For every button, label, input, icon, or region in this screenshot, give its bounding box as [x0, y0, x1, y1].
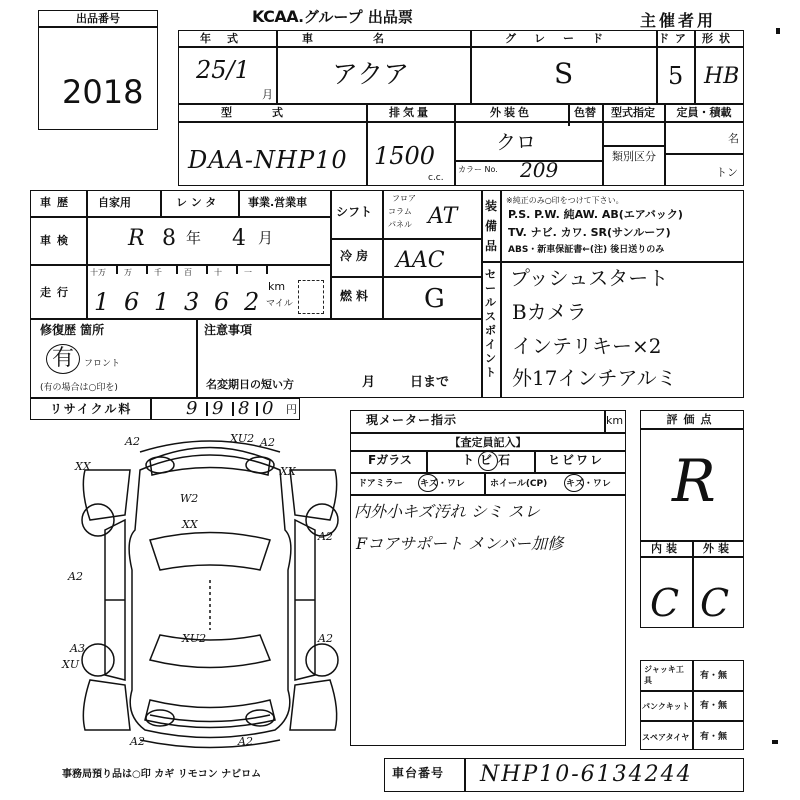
header-title [252, 6, 413, 27]
meter-label: 現メーター指示 [366, 413, 458, 427]
year-label: 年式 [200, 32, 254, 45]
mileage-label: 走行 [40, 286, 74, 299]
damage-mark: A2 [130, 735, 145, 748]
year-month-unit: 月 [262, 88, 273, 101]
capacity-label: 定員・積載 [676, 106, 732, 119]
damage-mark: A2 [318, 530, 333, 543]
equipment-line1: P.S. P.W. 純AW. AB(エアバック) [508, 208, 683, 221]
form-title: .グループ 出品票 [298, 8, 413, 26]
color-no-value: 209 [520, 158, 559, 182]
selling-point-item: 外17インチアルミ [512, 366, 677, 390]
glass-chip-circle [478, 451, 498, 471]
damage-mark: XX [182, 518, 198, 531]
lot-number-box [38, 10, 158, 130]
exterior-label: 外装 [703, 542, 733, 555]
glass-label: Fガラス [368, 453, 412, 467]
inspector-header: 【査定員記入】 [449, 436, 527, 449]
repair-value: 有 [52, 346, 75, 371]
inspector-notes-line1: 内外小キズ汚れ シミ スレ [354, 502, 540, 521]
history-opt-private: 自家用 [98, 196, 131, 209]
damage-mark: A2 [68, 570, 83, 583]
inspection-year-unit: 年 [186, 229, 202, 247]
wheel-scratch-circle [564, 474, 584, 492]
mirror-scratch-circle [418, 474, 438, 492]
selling-point-item: Bカメラ [512, 300, 587, 324]
kcaa-logo: KCAA [252, 7, 299, 26]
organizer-label: 主催者用 [640, 11, 717, 30]
shift-opt-floor: フロア [392, 194, 416, 203]
inspection-year: 8 [162, 226, 176, 251]
class-label: 類別区分 [612, 150, 656, 163]
damage-mark: A3 [70, 642, 85, 655]
car-name-label: 車名 [302, 32, 444, 45]
year-value: 25/1 [196, 56, 250, 84]
shape-label: 形状 [702, 32, 736, 45]
history-opt-rental: レンタ [176, 196, 221, 209]
score-value: R [672, 447, 716, 515]
selling-point-item: インテリキー×2 [512, 334, 662, 358]
grade-label: グレード [505, 32, 621, 45]
equipment-line2: TV. ナビ. カワ. SR(サンルーフ) [508, 226, 671, 239]
jack-value: 有・無 [700, 671, 728, 681]
mileage-unit-km: km [268, 280, 286, 293]
mirror-opts: キズ・ワレ [420, 479, 465, 489]
meter-unit: km [606, 414, 624, 427]
aircon-value: AAC [396, 248, 445, 273]
scan-mark [772, 740, 778, 744]
color-no-label: カラー No. [458, 165, 498, 174]
spare-tire-value: 有・無 [700, 732, 728, 742]
inspection-month: 4 [232, 226, 246, 251]
jack-label: ジャッキ工具 [644, 665, 684, 685]
damage-mark: XX [280, 465, 296, 478]
wheel-label: ホイール(CP) [490, 479, 548, 489]
equipment-line3: ABS・新車保証書←(注) 後日送りのみ [508, 245, 665, 255]
damage-mark: XU2 [182, 632, 207, 645]
wheel-opts: キズ・ワレ [566, 479, 611, 489]
repair-circle [46, 344, 80, 374]
mirror-label: ドアミラー [358, 479, 403, 489]
car-name-value: アクア [332, 60, 410, 90]
shift-value: AT [428, 204, 458, 229]
damage-mark: A2 [238, 735, 253, 748]
mileage-unit-mile: マイル [266, 299, 293, 309]
interior-value: C [650, 581, 680, 625]
spare-tire-label: スペアタイヤ [642, 733, 690, 742]
damage-mark: A2 [125, 435, 140, 448]
repair-detail: フロント [84, 359, 121, 369]
inspector-notes-line2: Fコアサポート メンバー加修 [356, 534, 564, 553]
selling-point-item: プッシュスタート [510, 266, 669, 290]
repair-note: (有の場合は○印を) [40, 383, 118, 393]
grade-value: S [554, 57, 574, 90]
shape-value: HB [704, 64, 740, 89]
lot-number-label: 出品番号 [76, 12, 120, 25]
equipment-note: ※純正のみ○印をつけて下さい。 [506, 196, 624, 205]
puncture-kit-label: パンクキット [642, 702, 690, 711]
caution-label: 注意事項 [204, 323, 253, 337]
chassis-value: NHP10-6134244 [480, 762, 693, 787]
recycle-unit: 円 [286, 403, 297, 416]
aircon-label: 冷房 [340, 249, 373, 263]
displacement-value: 1500 [374, 142, 436, 170]
name-change-label: 名変期日の短い方 [206, 378, 294, 391]
glass-opt-crack: ヒビワレ [548, 453, 605, 467]
color-label: 外装色 [490, 106, 532, 119]
damage-mark: XX [75, 460, 91, 473]
inspection-month-unit: 月 [258, 229, 274, 247]
doors-value: 5 [668, 62, 684, 90]
damage-mark: A2 [318, 632, 333, 645]
shift-opt-panel: パネル [388, 220, 412, 229]
office-items-note: 事務局預り品は○印 カギ リモコン ナビロム [62, 769, 262, 780]
score-label: 評価点 [666, 413, 718, 426]
puncture-kit-value: 有・無 [700, 701, 728, 711]
exterior-value: C [700, 581, 730, 625]
lot-number-value: 2018 [62, 73, 144, 111]
glass-opt-chip: トビ石 [462, 453, 517, 467]
damage-mark: XU [62, 658, 80, 671]
damage-mark: A2 [260, 436, 275, 449]
interior-label: 内装 [651, 542, 681, 555]
doors-label: ドア [658, 32, 692, 45]
color-change-label: 色替 [574, 106, 596, 119]
repair-label: 修復歴 箇所 [40, 323, 105, 337]
fuel-value: G [424, 284, 445, 314]
selling-points-label: セールスポイント [485, 268, 496, 379]
inspection-era: R [128, 226, 145, 251]
history-label: 車歴 [40, 196, 74, 209]
model-spec-label: 型式指定 [611, 106, 655, 119]
displacement-unit: c.c. [428, 173, 444, 183]
name-change-day: 日まで [410, 375, 450, 390]
model-value: DAA-NHP10 [188, 146, 348, 174]
damage-mark: W2 [180, 492, 199, 505]
car-damage-diagram [62, 430, 350, 760]
color-value: クロ [496, 130, 536, 154]
shift-opt-column: コラム [388, 207, 412, 216]
chassis-label: 車台番号 [392, 766, 445, 780]
displacement-label: 排気量 [389, 106, 431, 119]
equipment-label: 装備品 [485, 199, 498, 253]
fuel-label: 燃料 [340, 289, 373, 303]
recycle-label: リサイクル料 [50, 402, 133, 416]
inspection-label: 車検 [40, 234, 74, 247]
mileage-mile-checkbox [298, 280, 324, 314]
scan-mark [776, 28, 780, 34]
capacity-unit-tons: トン [716, 166, 738, 179]
shift-label: シフト [336, 205, 373, 219]
model-label: 型式 [221, 106, 323, 119]
history-opt-business: 事業.営業車 [248, 196, 308, 209]
name-change-month: 月 [362, 375, 376, 390]
capacity-unit-persons: 名 [728, 132, 739, 145]
damage-mark: XU2 [230, 432, 255, 445]
